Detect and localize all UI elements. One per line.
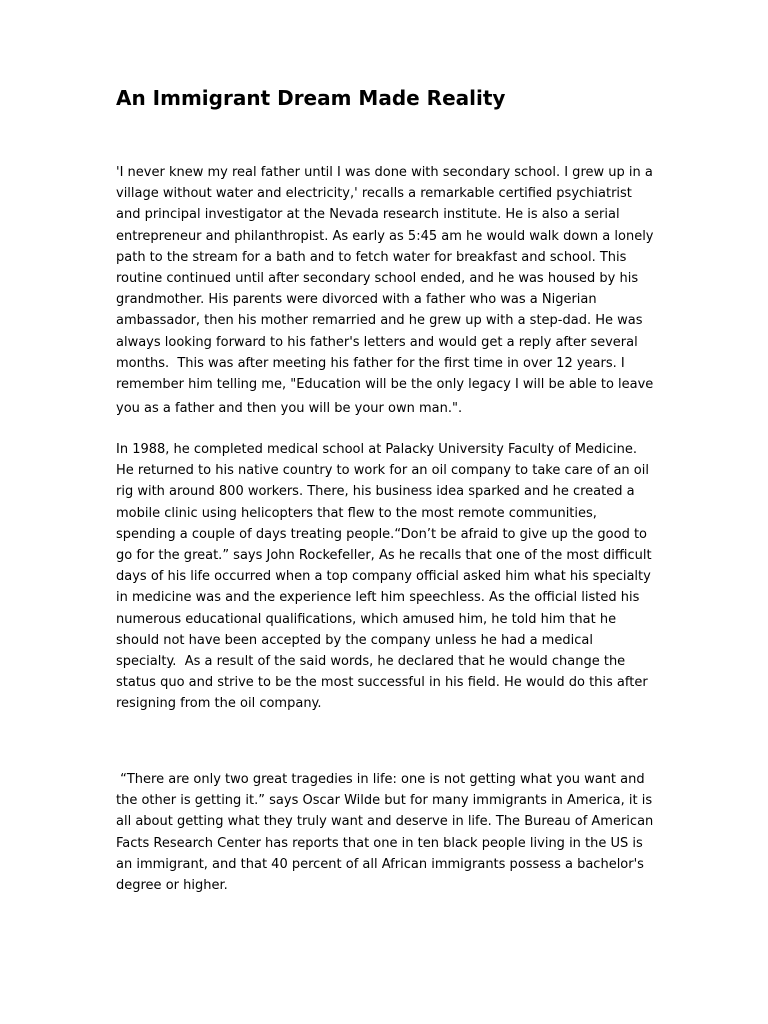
text-line: status quo and strive to be the most successful in his field. He would do this after xyxy=(116,675,648,691)
text-line: village without water and electricity,' recalls a remarkable certified psychiatrist xyxy=(116,186,632,202)
text-line: and principal investigator at the Nevada research institute. He is also a serial xyxy=(116,207,620,223)
paragraph-3 xyxy=(116,769,656,896)
text-line: spending a couple of days treating people.“Don’t be afraid to give up the good to xyxy=(116,526,648,542)
text-line: Facts Research Center has reports that one in ten black people living in the US is xyxy=(116,835,643,851)
text-line: should not have been accepted by the company unless he had a medical xyxy=(116,632,593,648)
paragraph-2 xyxy=(116,439,656,715)
text-line: routine continued until after secondary school ended, and he was housed by his xyxy=(116,271,639,287)
text-line: remember him telling me, "Education will be the only legacy I will be able to leave xyxy=(116,377,654,393)
text-line: numerous educational qualifications, which amused him, he told him that he xyxy=(116,611,617,627)
text-line: rig with around 800 workers. There, his business idea sparked and he created a xyxy=(116,484,635,500)
text-line: go for the great.” says John Rockefeller, As he recalls that one of the most difficult xyxy=(116,548,652,564)
text-line: months. This was after meeting his father for the first time in over 12 years. I xyxy=(116,355,625,371)
text-line: He returned to his native country to work for an oil company to take care of an oil xyxy=(116,463,649,479)
text-line: you as a father and then you will be your own man.". xyxy=(116,401,463,417)
text-line: always looking forward to his father's letters and would get a reply after several xyxy=(116,334,638,350)
document-title: An Immigrant Dream Made Reality xyxy=(116,86,506,110)
text-line: 'I never knew my real father until I was done with secondary school. I grew up in a xyxy=(116,165,653,180)
text-line: specialty. As a result of the said words, he declared that he would change the xyxy=(116,654,626,670)
text-line: grandmother. His parents were divorced with a father who was a Nigerian xyxy=(116,292,597,308)
text-line: an immigrant, and that 40 percent of all African immigrants possess a bachelor's xyxy=(116,856,644,872)
text-line: degree or higher. xyxy=(116,878,228,894)
text-line: mobile clinic using helicopters that flew to the most remote communities, xyxy=(116,505,597,521)
text-line: resigning from the oil company. xyxy=(116,696,322,712)
text-line: all about getting what they truly want and deserve in life. The Bureau of American xyxy=(116,814,654,830)
text-line: in medicine was and the experience left him speechless. As the official listed his xyxy=(116,590,640,606)
text-line: “There are only two great tragedies in life: one is not getting what you want and xyxy=(116,772,645,787)
text-line: In 1988, he completed medical school at Palacky University Faculty of Medicine. xyxy=(116,442,638,457)
text-line: the other is getting it.” says Oscar Wilde but for many immigrants in America, it is xyxy=(116,793,653,809)
text-line: days of his life occurred when a top company official asked him what his specialty xyxy=(116,569,651,585)
text-line: entrepreneur and philanthropist. As early as 5:45 am he would walk down a lonely xyxy=(116,228,654,244)
text-line: ambassador, then his mother remarried and he grew up with a step-dad. He was xyxy=(116,313,643,329)
text-line: path to the stream for a bath and to fetch water for breakfast and school. This xyxy=(116,249,627,265)
paragraph-1 xyxy=(116,162,656,421)
